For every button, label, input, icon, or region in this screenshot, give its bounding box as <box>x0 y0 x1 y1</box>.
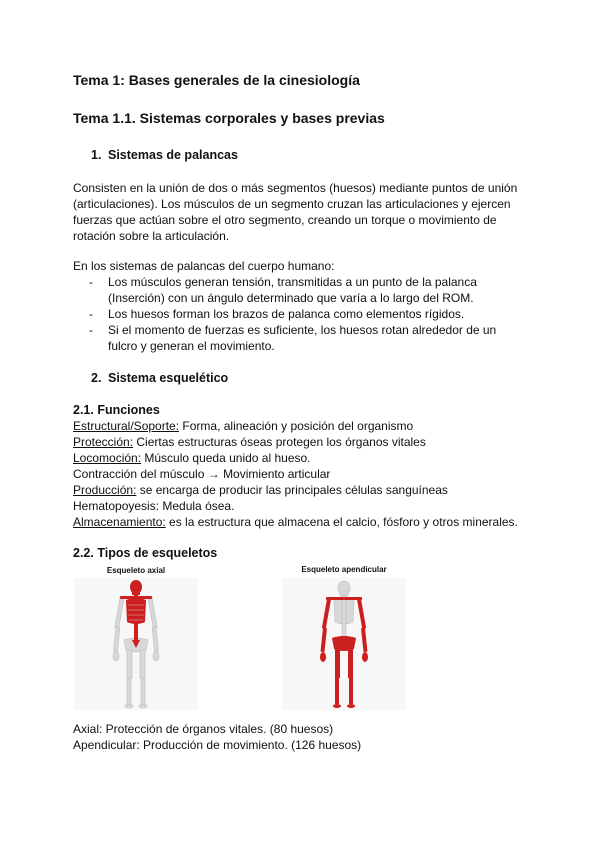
bullet-line: Los músculos generan tensión, transmitidas a un punto de la palanca <box>108 275 477 289</box>
bullet-line: fulcro y generan el movimiento. <box>108 339 275 353</box>
appendicular-skeleton-image <box>282 578 406 710</box>
section-2-number: 2. <box>91 371 102 385</box>
function-text: Músculo queda unido al hueso. <box>141 451 311 465</box>
function-text: Ciertas estructuras óseas protegen los órganos vitales <box>133 435 426 449</box>
function-text: Contracción del músculo → Movimiento articular <box>73 467 331 481</box>
function-term: Estructural/Soporte: <box>73 419 180 433</box>
intro-paragraph <box>73 180 517 244</box>
paragraph-line: (articulaciones). Los músculos de un segmento cruzan las articulaciones y ejercen <box>73 197 511 211</box>
lever-systems-intro: En los sistemas de palancas del cuerpo humano: <box>73 259 335 273</box>
bullet-marker: - <box>89 275 93 289</box>
paragraph-line: fuerzas que actúan sobre el otro segmento, creando un torque o movimiento de <box>73 213 497 227</box>
function-text: Forma, alineación y posición del organismo <box>179 419 414 433</box>
bullet-marker: - <box>89 307 93 321</box>
function-term: Almacenamiento: <box>73 515 166 529</box>
function-line <box>73 434 518 450</box>
function-term: Locomoción: <box>73 451 142 465</box>
closing-line: Axial: Protección de órganos vitales. (80 huesos) <box>73 722 334 736</box>
bullet-item <box>108 306 464 322</box>
axial-skeleton-figure <box>74 578 198 710</box>
document-title: Tema 1: Bases generales de la cinesiología <box>73 72 360 88</box>
function-line <box>73 450 518 466</box>
section-1-title: Sistemas de palancas <box>108 148 238 162</box>
section-2-title: Sistema esquelético <box>108 371 229 385</box>
bullet-item <box>108 322 496 354</box>
function-text: Hematopoyesis: Medula ósea. <box>73 499 235 513</box>
bullet-line: Si el momento de fuerzas es suficiente, los huesos rotan alrededor de un <box>108 323 497 337</box>
axial-skeleton-image <box>74 578 198 710</box>
function-line <box>73 418 518 434</box>
appendicular-skeleton-figure <box>282 578 406 710</box>
function-line <box>73 498 518 514</box>
axial-skeleton-caption: Esqueleto axial <box>106 566 166 575</box>
paragraph-line: rotación sobre la articulación. <box>73 229 230 243</box>
appendicular-skeleton-caption: Esqueleto apendicular <box>301 565 387 574</box>
closing-notes <box>73 721 361 753</box>
function-line <box>73 466 518 482</box>
function-text: es la estructura que almacena el calcio, fósforo y otros minerales. <box>165 515 518 529</box>
subsection-functions-title: 2.1. Funciones <box>73 403 160 417</box>
section-1-number: 1. <box>91 148 102 162</box>
function-term: Producción: <box>73 483 137 497</box>
function-text: se encarga de producir las principales células sanguíneas <box>136 483 448 497</box>
bullet-item <box>108 274 477 306</box>
function-term: Protección: <box>73 435 134 449</box>
bullet-line: (Inserción) con un ángulo determinado que varía a lo largo del ROM. <box>108 291 474 305</box>
function-line <box>73 514 518 530</box>
subtopic-title: Tema 1.1. Sistemas corporales y bases previas <box>73 110 385 126</box>
function-line <box>73 482 518 498</box>
paragraph-line: Consisten en la unión de dos o más segmentos (huesos) mediante puntos de unión <box>73 181 518 195</box>
bullet-marker: - <box>89 323 93 337</box>
bullet-line: Los huesos forman los brazos de palanca como elementos rígidos. <box>108 307 465 321</box>
subsection-skeleton-types-title: 2.2. Tipos de esqueletos <box>73 546 218 560</box>
closing-line: Apendicular: Producción de movimiento. (126 huesos) <box>73 738 362 752</box>
functions-list <box>73 418 518 530</box>
